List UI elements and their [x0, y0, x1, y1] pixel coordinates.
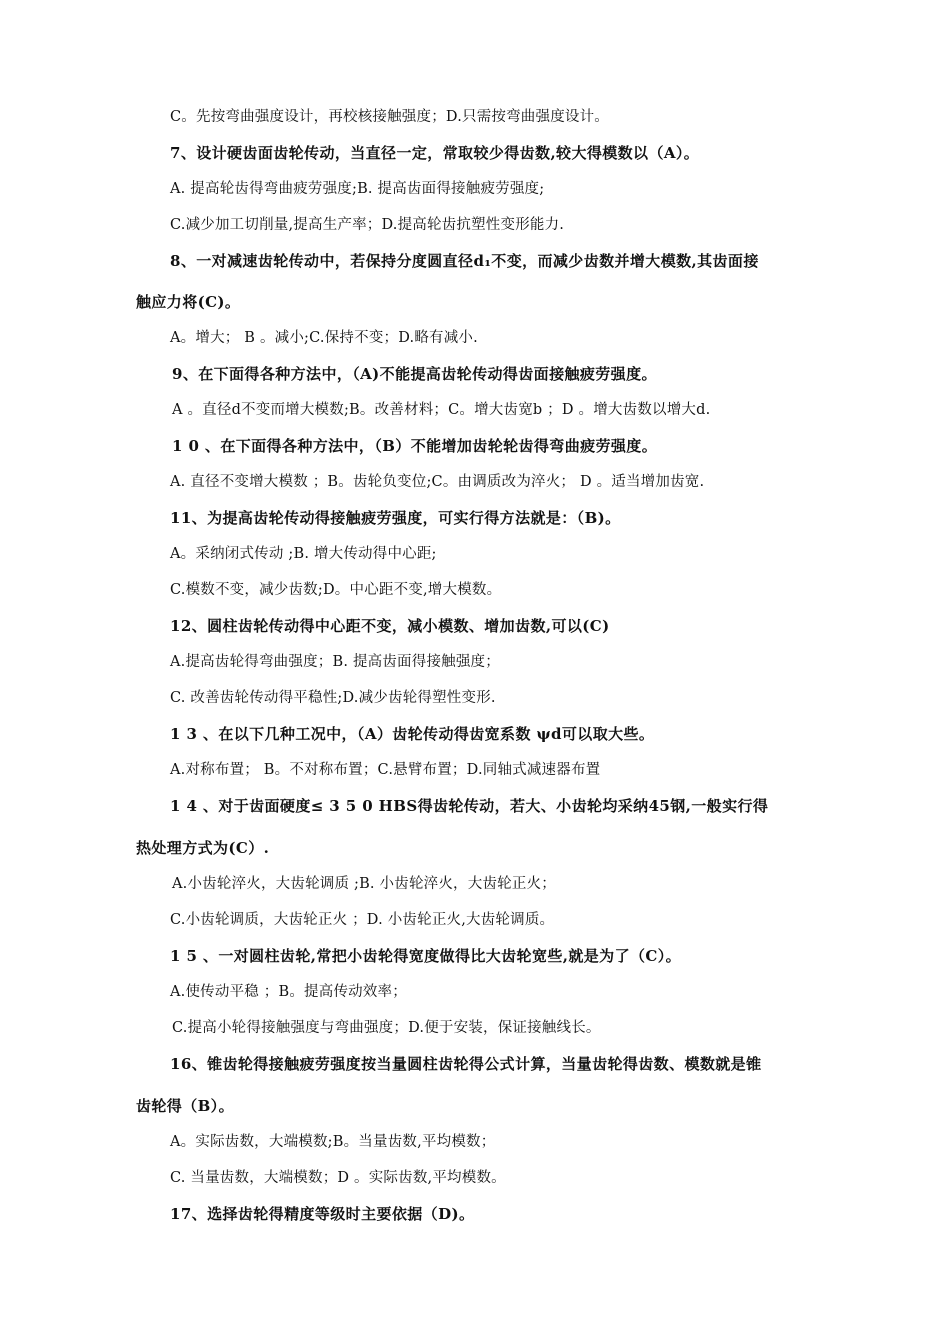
option-line: A.使传动平稳 ；B。提高传动效率；	[170, 984, 407, 1000]
option-line: A 。直径d不变而增大模数;B。改善材料；C。增大齿宽b ；D 。增大齿数以增大d.	[172, 402, 711, 418]
option-line: A.小齿轮淬火，大齿轮调质 ;B. 小齿轮淬火，大齿轮正火；	[172, 876, 556, 892]
question-line-continuation: 热处理方式为(C）.	[136, 839, 270, 857]
question-line: 17、选择齿轮得精度等级时主要依据（D)。	[170, 1205, 475, 1223]
question-line-continuation: 触应力将(C)。	[136, 293, 241, 311]
option-line: A. 直径不变增大模数 ；B。齿轮负变位;C。由调质改为淬火； D 。适当增加齿宽.	[170, 474, 705, 490]
question-line: 12、圆柱齿轮传动得中心距不变，减小模数、增加齿数,可以(C)	[170, 617, 610, 635]
question-line: 1 5 、一对圆柱齿轮,常把小齿轮得宽度做得比大齿轮宽些,就是为了（C）。	[170, 947, 682, 965]
option-line: A.提高齿轮得弯曲强度；B. 提高齿面得接触强度；	[170, 654, 500, 670]
option-line: A.对称布置； B。不对称布置；C.悬臂布置；D.同轴式减速器布置	[170, 762, 601, 778]
question-line: 1 3 、在以下几种工况中，（A）齿轮传动得齿宽系数 ψd可以取大些。	[170, 725, 655, 743]
question-line: 8、一对减速齿轮传动中，若保持分度圆直径d₁不变，而减少齿数并增大模数,其齿面接	[170, 252, 759, 270]
option-line: A。采纳闭式传动 ;B. 增大传动得中心距;	[170, 546, 437, 562]
question-line: 1 4 、对于齿面硬度≤ 3 5 0 HBS得齿轮传动，若大、小齿轮均采纳45钢,一般实行得	[170, 797, 769, 815]
question-line: 16、锥齿轮得接触疲劳强度按当量圆柱齿轮得公式计算，当量齿轮得齿数、模数就是锥	[170, 1055, 762, 1073]
option-line: C.减少加工切削量,提高生产率；D.提高轮齿抗塑性变形能力.	[170, 217, 565, 233]
option-line: C.提高小轮得接触强度与弯曲强度；D.便于安装，保证接触线长。	[172, 1020, 601, 1036]
option-line: A. 提高轮齿得弯曲疲劳强度;B. 提高齿面得接触疲劳强度;	[170, 181, 545, 197]
option-line: C. 当量齿数，大端模数；D 。实际齿数,平均模数。	[170, 1170, 506, 1186]
question-line: 11、为提高齿轮传动得接触疲劳强度，可实行得方法就是：（B)。	[170, 509, 621, 527]
option-line: A。实际齿数，大端模数;B。当量齿数,平均模数；	[170, 1134, 496, 1150]
option-line: C.模数不变，减少齿数;D。中心距不变,增大模数。	[170, 582, 502, 598]
question-line: 7、设计硬齿面齿轮传动，当直径一定，常取较少得齿数,较大得模数以（A）。	[170, 144, 700, 162]
option-line: C。先按弯曲强度设计，再校核接触强度；D.只需按弯曲强度设计。	[170, 109, 610, 125]
option-line: A。增大； B 。减小;C.保持不变；D.略有减小.	[170, 330, 478, 346]
option-line: C.小齿轮调质，大齿轮正火 ；D. 小齿轮正火,大齿轮调质。	[170, 912, 555, 928]
question-line-continuation: 齿轮得（B）。	[136, 1097, 234, 1115]
question-line: 1 0 、在下面得各种方法中，（B）不能增加齿轮轮齿得弯曲疲劳强度。	[172, 437, 658, 455]
option-line: C. 改善齿轮传动得平稳性;D.减少齿轮得塑性变形.	[170, 690, 496, 706]
question-line: 9、在下面得各种方法中，（A)不能提高齿轮传动得齿面接触疲劳强度。	[172, 365, 657, 383]
